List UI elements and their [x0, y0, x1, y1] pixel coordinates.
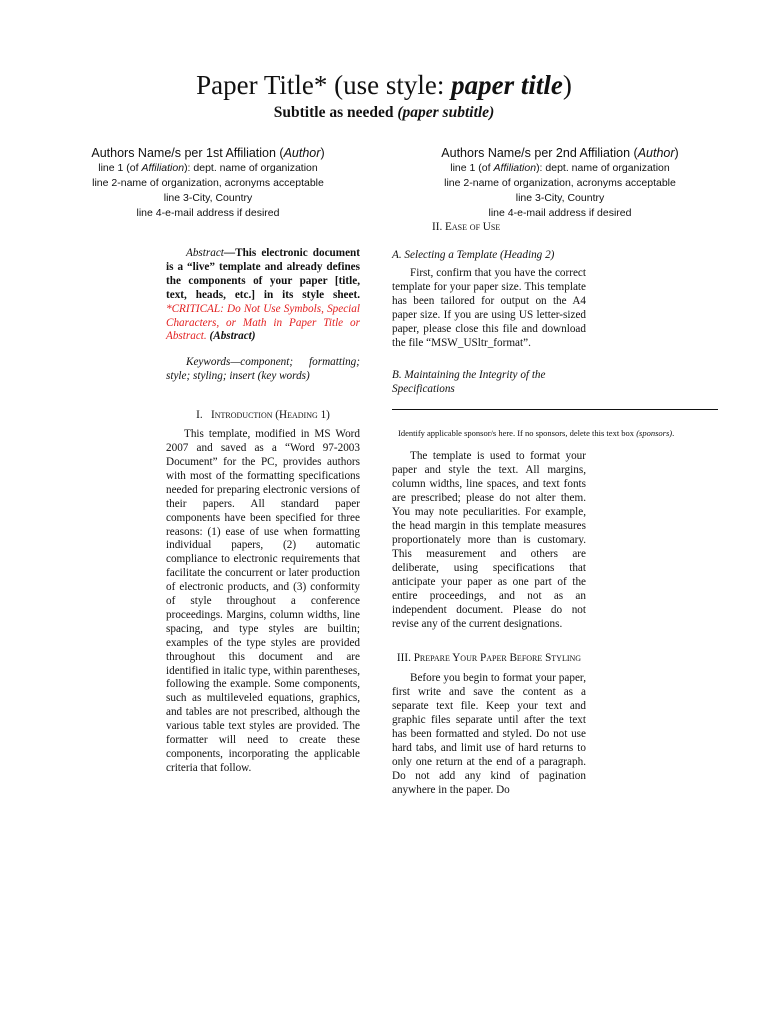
- author-line-4: line 4-e-mail address if desired: [488, 207, 632, 219]
- author-line-3: line 3-City, Country: [515, 192, 605, 204]
- author-line-3: line 3-City, Country: [163, 192, 253, 204]
- author-block-1: [58, 146, 358, 221]
- author-block-2: [410, 146, 710, 221]
- author-line-1: line 1 (of Affiliation): dept. name of organization: [450, 162, 670, 174]
- author-line-2: line 2-name of organization, acronyms acceptable: [444, 177, 676, 189]
- prepare-heading: III. Prepare Your Paper Before Styling: [396, 652, 582, 664]
- abstract-tag: (Abstract): [209, 330, 256, 343]
- heading-2-integrity: B. Maintaining the Integrity of the Specifications: [392, 369, 546, 395]
- abstract-critical: *CRITICAL: Do Not Use Symbols, Special Characters, or Math in Paper Title or Abstract: [166, 302, 360, 343]
- sponsor-divider: [392, 409, 718, 410]
- title-close: ): [562, 70, 572, 100]
- heading-2-template: A. Selecting a Template (Heading 2): [392, 249, 555, 261]
- right-column-upper: [392, 248, 586, 400]
- author-line-2: line 2-name of organization, acronyms acceptable: [92, 177, 324, 189]
- subtitle-main: Subtitle as needed: [273, 104, 398, 121]
- intro-body: This template, modified in MS Word 2007 and saved as a “Word 97-2003 Document” for the PC, provides authors with most of the formatting specifications needed for preparing electronic versions of their papers. All standard paper components have been specified for three reasons: (1) ease of use when formatting individual papers, (2) automatic compliance to electronic requirements that facilitate the concurrent or later production of electronic products, and (3) conformity of style throughout a conference proceedings. Margins, column widths, line spacing, and type styles are builtin; examples of the type styles are provided throughout this document and are identified in italic type, within parentheses, following the example. Some components, such as multileveled equations, graphics, and tables are not prescribed, although the various table text styles are provided. The formatter will need to create these components, incorporating the applicable criteria that follow.: [166, 428, 360, 774]
- paper-title: [0, 68, 768, 102]
- abstract: Abstract—This electronic document is a “live” template and already defines the components of your paper [title, text, heads, etc.] in its style sheet. *CRITICAL: Do Not Use Symbols, Special Characters, or Math in Paper Title or Abstract. (Abstract): [166, 247, 360, 343]
- author-name: Authors Name/s per 2nd Affiliation (Author): [441, 146, 679, 160]
- sponsor-note: Identify applicable sponsor/s here. If no sponsors, delete this text box (sponsors).: [398, 428, 675, 438]
- title-main: Paper Title* (use style:: [196, 70, 452, 100]
- subtitle-italic: (paper subtitle): [397, 104, 495, 121]
- integrity-body: The template is used to format your paper and style the text. All margins, column widths, line spaces, and text fonts are prescribed; please do not alter them. You may note peculiarities. For example, the head margin in this template measures proportionately more than is customary. This measurement and others are deliberate, using specifications that anticipate your paper as one part of the entire proceedings, and not as an independent document. Please do not revise any of the current designations.: [392, 450, 586, 630]
- keywords: Keywords—component; formatting; style; styling; insert (key words): [166, 356, 360, 383]
- ease-of-use-heading: II. Ease of Use: [432, 221, 501, 233]
- right-column-lower: [392, 449, 586, 797]
- abstract-body: This electronic document is a “live” template and already defines the components of your paper [title, text, heads, etc.] in its style sheet.: [166, 247, 360, 301]
- title-italic: paper title: [451, 70, 563, 100]
- paper-subtitle: [0, 103, 768, 123]
- template-body: First, confirm that you have the correct template for your paper size. This template has been tailored for output on the A4 paper size. If you are using US letter-sized paper, please close this file and download the file “MSW_USltr_format”.: [392, 267, 586, 349]
- prepare-body: Before you begin to format your paper, first write and save the content as a separate text file. Keep your text and graphic files separate until after the text has been formatted and styled. Do not use hard tabs, and limit use of hard returns to only one return at the end of a paragraph. Do not add any kind of pagination anywhere in the paper. Do: [392, 672, 586, 796]
- abstract-label: Abstract: [186, 247, 224, 259]
- author-line-4: line 4-e-mail address if desired: [136, 207, 280, 219]
- intro-heading: I. Introduction (Heading 1): [196, 409, 330, 422]
- author-line-1: line 1 (of Affiliation): dept. name of organization: [98, 162, 318, 174]
- left-column: [166, 226, 360, 776]
- author-name: Authors Name/s per 1st Affiliation (Author): [91, 146, 325, 160]
